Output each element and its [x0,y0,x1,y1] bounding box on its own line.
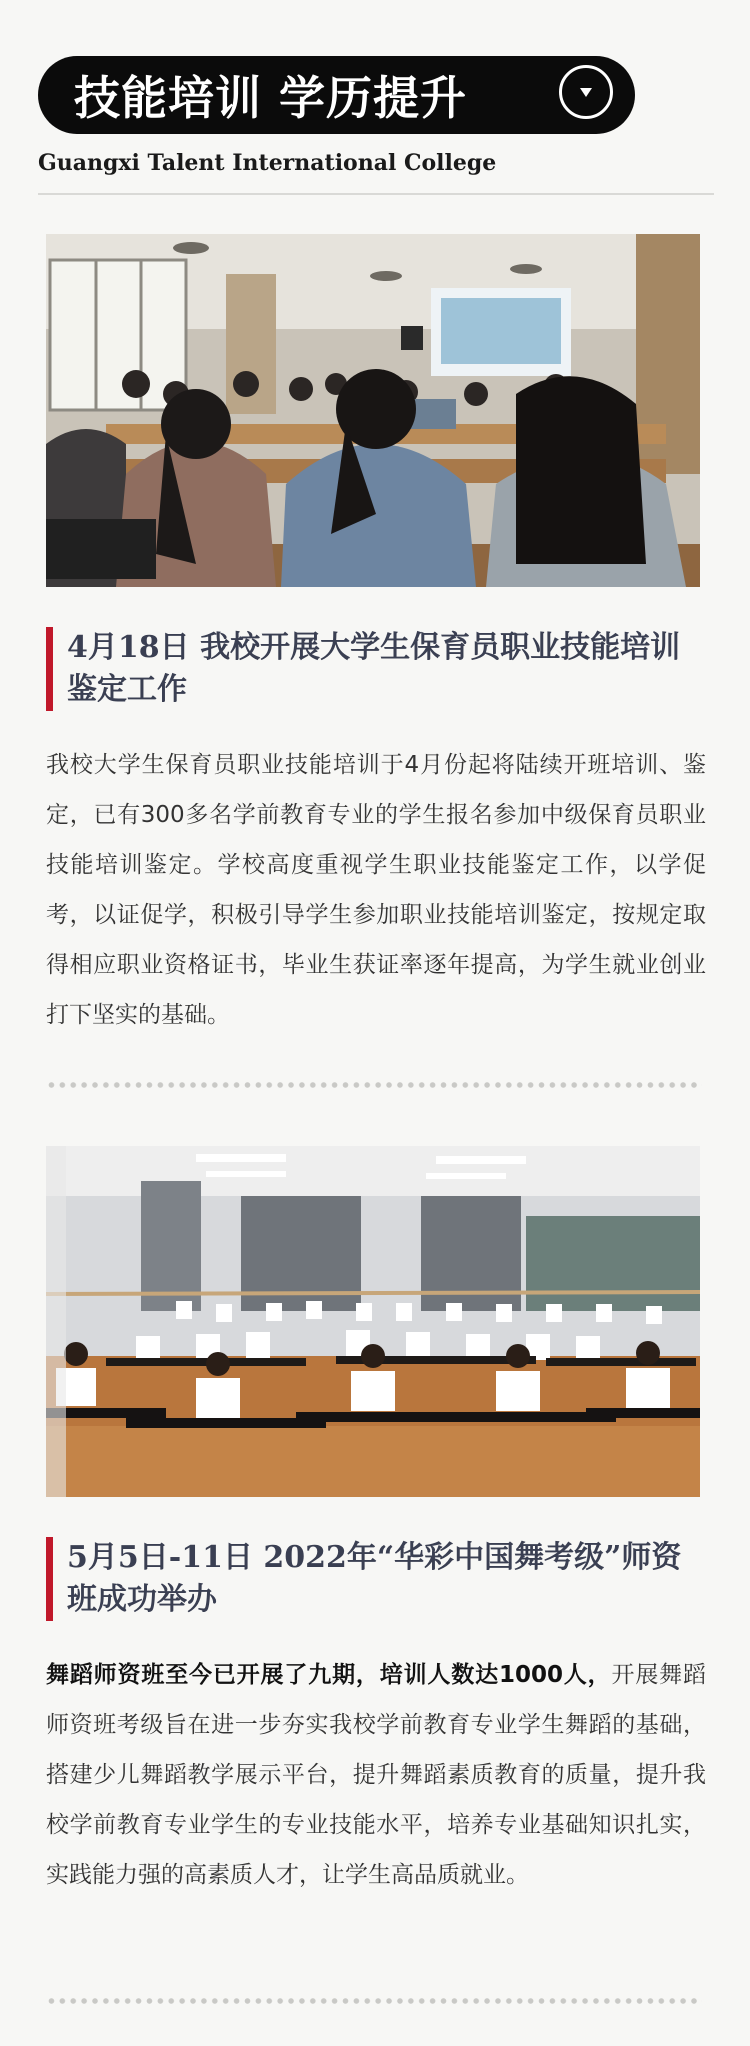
news-title[interactable]: 5月5日-11日 2022年“华彩中国舞考级”师资班成功举办 [46,1537,706,1621]
dotted-divider [46,1998,702,2004]
header-banner [38,56,635,134]
news-body [46,1650,706,1900]
news-body-bold: 舞蹈师资班至今已开展了九期，培训人数达1000人， [46,1662,612,1688]
news-body-text: 我校大学生保育员职业技能培训于4月份起将陆续开班培训、鉴定，已有300多名学前教育专业的学生报名参加中级保育员职业技能培训鉴定。学校高度重视学生职业技能鉴定工作，以学促考，以证促学，积极引导学生参加职业技能培训鉴定，按规定取得相应职业资格证书，毕业生获证率逐年提高，为学生就业创业打下坚实的基础。 [46,752,706,1028]
header-divider [38,193,714,195]
news-body-text: 开展舞蹈师资班考级旨在进一步夯实我校学前教育专业学生舞蹈的基础，搭建少儿舞蹈教学展示平台，提升舞蹈素质教育的质量，提升我校学前教育专业学生的专业技能水平，培养专业基础知识扎实，实践能力强的高素质人才，让学生高品质就业。 [46,1662,707,1888]
expand-button[interactable] [559,65,613,119]
news-body [46,740,706,1040]
chevron-down-icon [578,86,594,98]
classroom-photo [46,234,700,587]
page-title: 技能培训 学历提升 [74,71,468,125]
college-name: Guangxi Talent International College [38,150,497,176]
dotted-divider [46,1082,702,1088]
dance-class-photo [46,1146,700,1497]
news-title[interactable]: 4月18日 我校开展大学生保育员职业技能培训鉴定工作 [46,627,706,711]
